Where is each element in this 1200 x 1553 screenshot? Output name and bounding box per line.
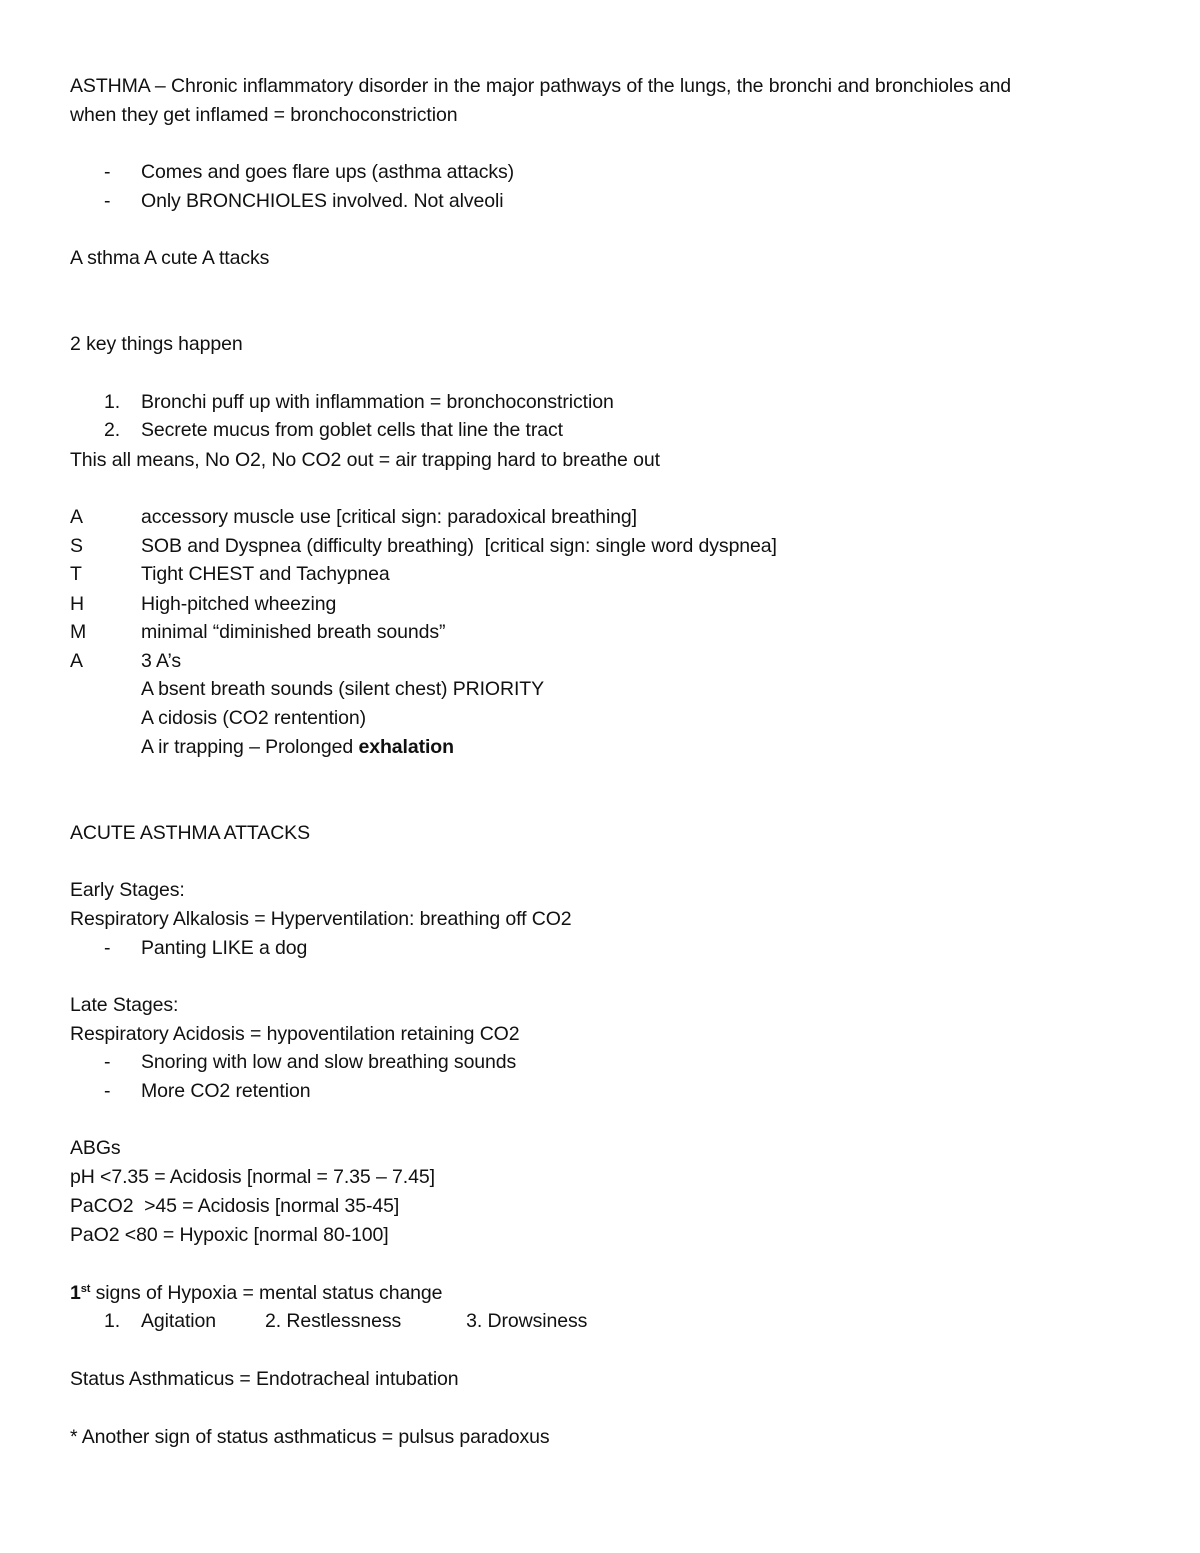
acronym-text: minimal “diminished breath sounds” bbox=[141, 621, 446, 643]
acronym-letter: A bbox=[70, 506, 83, 528]
abg-line: PaCO2 >45 = Acidosis [normal 35-45] bbox=[70, 1195, 400, 1217]
intro-bullet: Only BRONCHIOLES involved. Not alveoli bbox=[141, 190, 504, 212]
hypoxia-line bbox=[70, 1281, 442, 1305]
three-as-item-bold: exhalation bbox=[358, 736, 454, 758]
acronym-letter: T bbox=[70, 563, 82, 585]
late-bullet: Snoring with low and slow breathing sounds bbox=[141, 1051, 517, 1073]
late-desc: Respiratory Acidosis = hypoventilation retaining CO2 bbox=[70, 1023, 520, 1045]
early-bullet: Panting LIKE a dog bbox=[141, 937, 308, 959]
acronym-text: High-pitched wheezing bbox=[141, 593, 337, 615]
bullet-dash: - bbox=[104, 1080, 111, 1102]
early-heading: Early Stages: bbox=[70, 879, 185, 901]
three-as-item-text: A ir trapping – Prolonged bbox=[141, 736, 359, 758]
hypoxia-sign: 2. Restlessness bbox=[265, 1310, 402, 1332]
acronym-text: SOB and Dyspnea (difficulty breathing) [critical sign: single word dyspnea] bbox=[141, 535, 777, 557]
key-things-heading: 2 key things happen bbox=[70, 333, 243, 355]
list-number: 1. bbox=[104, 391, 121, 413]
acute-heading: ACUTE ASTHMA ATTACKS bbox=[70, 822, 310, 844]
hypoxia-text: signs of Hypoxia = mental status change bbox=[90, 1282, 443, 1304]
status-line: Status Asthmaticus = Endotracheal intubation bbox=[70, 1368, 459, 1390]
list-number: 1. bbox=[104, 1310, 121, 1332]
bullet-dash: - bbox=[104, 937, 111, 959]
intro-line-1: ASTHMA – Chronic inflammatory disorder in the major pathways of the lungs, the bronchi and bronchioles and bbox=[70, 75, 1012, 97]
intro-bullet: Comes and goes flare ups (asthma attacks) bbox=[141, 161, 515, 183]
hypoxia-sign: 3. Drowsiness bbox=[466, 1310, 588, 1332]
key-thing-item: Bronchi puff up with inflammation = bronchoconstriction bbox=[141, 391, 614, 413]
abg-line: PaO2 <80 = Hypoxic [normal 80-100] bbox=[70, 1224, 389, 1246]
three-as-item: A cidosis (CO2 rentention) bbox=[141, 707, 367, 729]
hypoxia-sign: Agitation bbox=[141, 1310, 216, 1332]
acronym-text: Tight CHEST and Tachypnea bbox=[141, 563, 390, 585]
acronym-letter: H bbox=[70, 593, 84, 615]
acronym-text: 3 A’s bbox=[141, 650, 181, 672]
abg-line: pH <7.35 = Acidosis [normal = 7.35 – 7.45] bbox=[70, 1166, 435, 1188]
early-desc: Respiratory Alkalosis = Hyperventilation: breathing off CO2 bbox=[70, 908, 572, 930]
late-bullet: More CO2 retention bbox=[141, 1080, 311, 1102]
status-note: * Another sign of status asthmaticus = pulsus paradoxus bbox=[70, 1426, 550, 1448]
acronym-text: accessory muscle use [critical sign: paradoxical breathing] bbox=[141, 506, 637, 528]
key-things-summary: This all means, No O2, No CO2 out = air trapping hard to breathe out bbox=[70, 449, 660, 471]
hypoxia-number: 1 bbox=[70, 1282, 81, 1304]
three-as-item: A bsent breath sounds (silent chest) PRIORITY bbox=[141, 678, 545, 700]
list-number: 2. bbox=[104, 419, 121, 441]
bullet-dash: - bbox=[104, 161, 111, 183]
three-as-item bbox=[141, 735, 454, 759]
late-heading: Late Stages: bbox=[70, 994, 179, 1016]
hypoxia-signs bbox=[141, 1309, 587, 1333]
acronym-letter: M bbox=[70, 621, 87, 643]
hypoxia-superscript: st bbox=[80, 1283, 91, 1295]
bullet-dash: - bbox=[104, 1051, 111, 1073]
acronym-title: A sthma A cute A ttacks bbox=[70, 247, 270, 269]
acronym-letter: S bbox=[70, 535, 83, 557]
acronym-letter: A bbox=[70, 650, 83, 672]
intro-line-2: when they get inflamed = bronchoconstriction bbox=[70, 104, 458, 126]
key-thing-item: Secrete mucus from goblet cells that line the tract bbox=[141, 419, 563, 441]
bullet-dash: - bbox=[104, 190, 111, 212]
abgs-heading: ABGs bbox=[70, 1137, 121, 1159]
